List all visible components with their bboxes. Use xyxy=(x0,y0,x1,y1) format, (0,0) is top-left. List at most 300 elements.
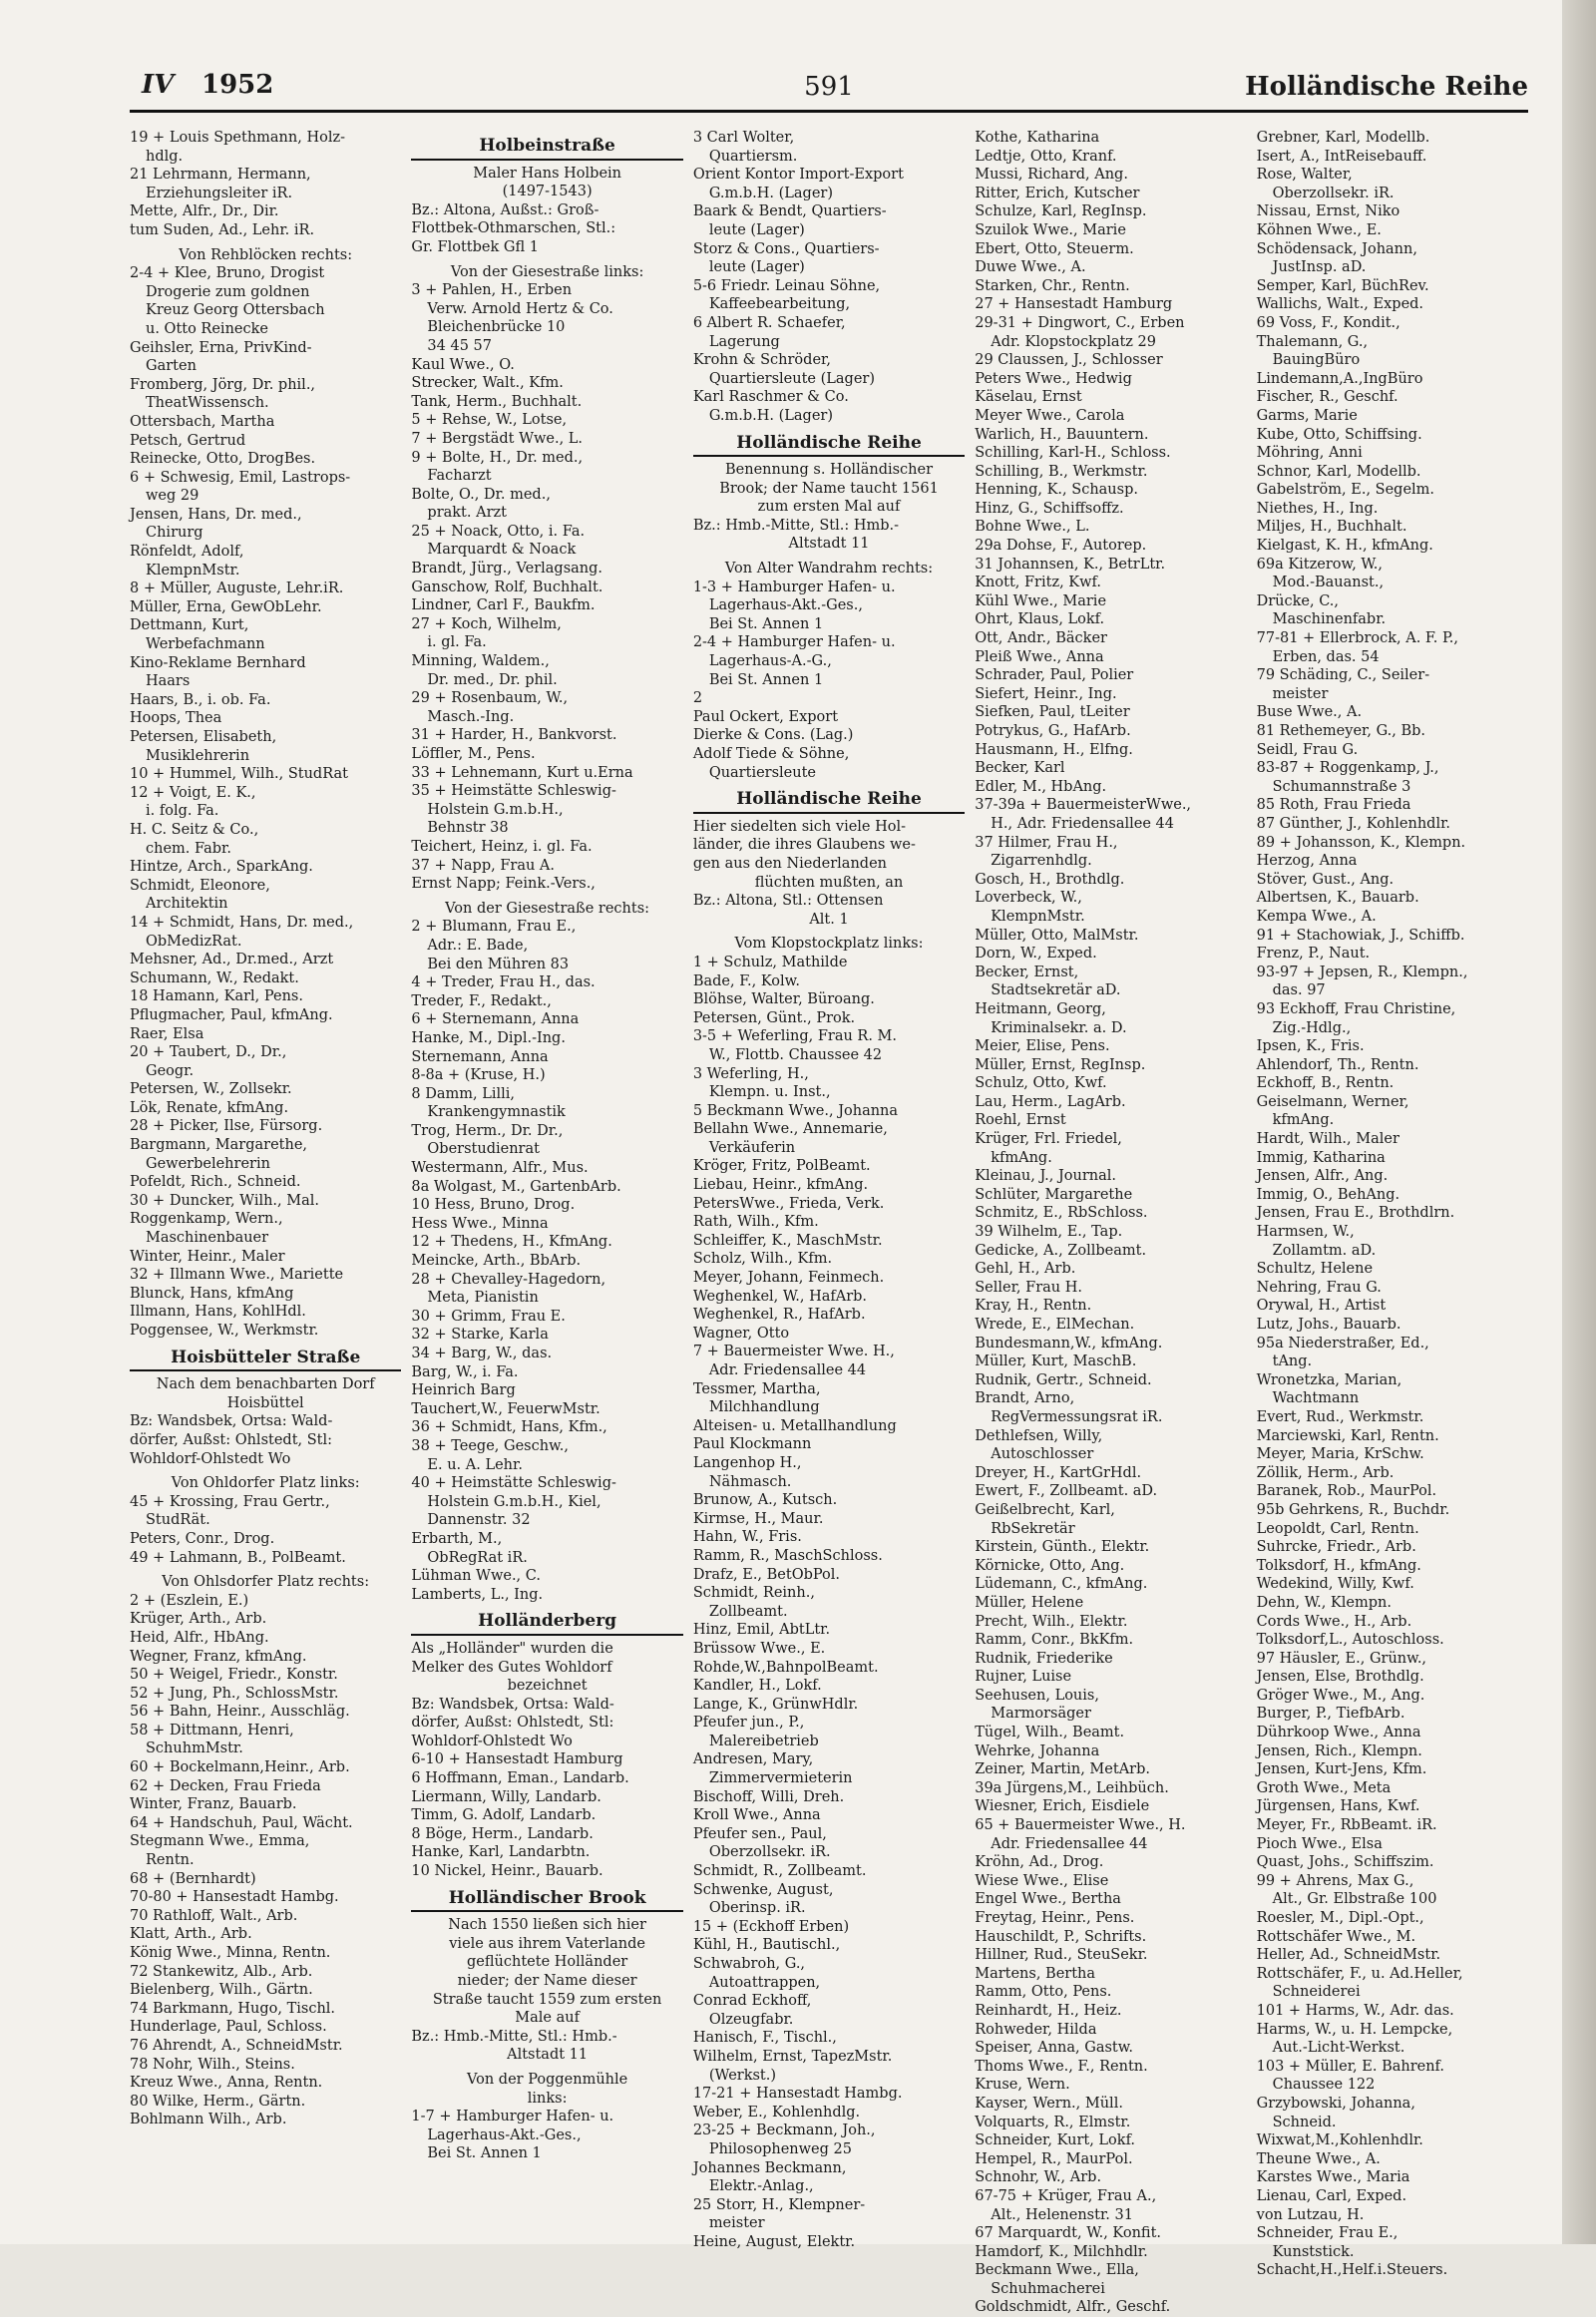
directory-line: Timm, G. Adolf, Landarb. xyxy=(411,1807,597,1824)
directory-line: Müller, Helene xyxy=(975,1594,1084,1611)
directory-line: Ganschow, Rolf, Buchhalt. xyxy=(411,579,603,595)
directory-line: Schneider, Kurt, Lokf. xyxy=(975,2132,1136,2149)
directory-line: 2 xyxy=(692,690,703,707)
directory-line: Von Rehblöcken rechts: xyxy=(179,246,353,263)
directory-line: 19 + Louis Spethmann, Holz- xyxy=(130,130,346,146)
directory-line: 87 Günther, J., Kohlenhdlr. xyxy=(1256,815,1451,832)
directory-line: Miljes, H., Buchhalt. xyxy=(1256,519,1407,536)
directory-line: hdlg. xyxy=(146,148,184,165)
directory-line: Straße taucht 1559 zum ersten xyxy=(432,1991,662,2008)
directory-line: Ramm, Otto, Pens. xyxy=(975,1984,1112,2001)
directory-line: Rose, Walter, xyxy=(1256,167,1353,184)
directory-line: Adolf Tiede & Söhne, xyxy=(692,746,850,762)
directory-line: RbSekretär xyxy=(991,1520,1075,1537)
directory-line: Kruse, Wern. xyxy=(975,2077,1070,2094)
directory-line: Hausmann, H., Elfng. xyxy=(975,741,1133,758)
directory-line: Autoattrappen, xyxy=(708,1974,821,1991)
directory-line: Nach dem benachbarten Dorf xyxy=(156,1376,375,1393)
directory-line: 1 + Schulz, Mathilde xyxy=(692,954,848,970)
directory-line: Brandt, Jürg., Verlagsang. xyxy=(411,561,603,578)
directory-line: Alt., Gr. Elbstraße 100 xyxy=(1272,1891,1437,1908)
directory-line: Adr.: E. Bade, xyxy=(427,937,529,954)
directory-line: Kühl Wwe., Marie xyxy=(975,592,1107,609)
directory-line: Kirstein, Günth., Elektr. xyxy=(975,1539,1150,1556)
directory-line: Müller, Kurt, MaschB. xyxy=(975,1353,1137,1370)
directory-line: 29a Dohse, F., Autorep. xyxy=(975,538,1147,555)
directory-line: 8 + Müller, Auguste, Lehr.iR. xyxy=(130,580,344,597)
directory-line: u. Otto Reinecke xyxy=(146,320,268,337)
directory-line: 5-6 Friedr. Leinau Söhne, xyxy=(692,277,881,294)
directory-line: Weghenkel, W., HafArb. xyxy=(692,1288,868,1305)
directory-line: Sternemann, Anna xyxy=(411,1048,549,1065)
directory-line: Kube, Otto, Schiffsing. xyxy=(1256,426,1422,443)
directory-line: 32 + Starke, Karla xyxy=(411,1327,549,1344)
directory-line: tAng. xyxy=(1272,1353,1313,1370)
directory-line: Oberinsp. iR. xyxy=(708,1900,806,1917)
directory-line: Roggenkamp, Wern., xyxy=(130,1211,283,1228)
directory-line: Hinz, Emil, AbtLtr. xyxy=(692,1622,831,1639)
directory-line: Mussi, Richard, Ang. xyxy=(975,167,1128,184)
directory-line: Werbefachmann xyxy=(146,636,265,653)
directory-line: KlempnMstr. xyxy=(146,562,240,579)
directory-line: Kröger, Fritz, PolBeamt. xyxy=(692,1158,871,1175)
directory-line: Chirurg xyxy=(146,525,203,542)
directory-line: Ipsen, K., Fris. xyxy=(1256,1038,1365,1055)
directory-line: Rudnik, Friederike xyxy=(975,1650,1113,1667)
directory-line: 37 + Napp, Frau A. xyxy=(411,857,556,874)
directory-line: Harms, W., u. H. Lempcke, xyxy=(1256,2021,1453,2038)
directory-line: Bundesmann,W., kfmAng. xyxy=(975,1335,1163,1352)
directory-line: 93 Eckhoff, Frau Christine, xyxy=(1256,1000,1456,1017)
directory-line: Orywal, H., Artist xyxy=(1256,1298,1387,1315)
directory-line: Ramm, Conr., BkKfm. xyxy=(975,1632,1134,1649)
directory-line: Paul Ockert, Export xyxy=(692,708,839,725)
directory-line: JustInsp. aD. xyxy=(1272,259,1367,276)
directory-line: 3 Carl Wolter, xyxy=(692,130,795,146)
directory-line: ObMedizRat. xyxy=(146,933,242,950)
directory-line: Lutz, Johs., Bauarb. xyxy=(1256,1317,1401,1333)
directory-line: Schilling, B., Werkmstr. xyxy=(975,463,1148,480)
directory-line: G.m.b.H. (Lager) xyxy=(708,407,833,424)
directory-line: 70-80 + Hansestadt Hambg. xyxy=(130,1889,339,1906)
directory-line: weg 29 xyxy=(146,488,200,505)
directory-line: Duwe Wwe., A. xyxy=(975,259,1086,276)
directory-line: leute (Lager) xyxy=(708,221,805,238)
directory-line: 30 + Duncker, Wilh., Mal. xyxy=(130,1192,319,1209)
directory-line: Von der Poggenmühle xyxy=(466,2071,628,2088)
directory-line: Zöllik, Herm., Arb. xyxy=(1256,1464,1395,1481)
directory-line: Brunow, A., Kutsch. xyxy=(692,1492,838,1509)
directory-line: 18 Hamann, Karl, Pens. xyxy=(130,988,303,1005)
directory-line: Reinecke, Otto, DrogBes. xyxy=(130,451,316,468)
column-3 xyxy=(692,129,965,2250)
directory-line: Wilhelm, Ernst, TapezMstr. xyxy=(692,2048,893,2065)
directory-line: Bischoff, Willi, Dreh. xyxy=(692,1788,845,1805)
column-1 xyxy=(130,129,401,2203)
directory-line: Illmann, Hans, KohlHdl. xyxy=(130,1304,306,1321)
street-heading: Holbeinstraße xyxy=(411,137,682,161)
directory-line: 97 Häusler, E., Grünw., xyxy=(1256,1650,1427,1667)
directory-line: Milchhandlung xyxy=(708,1399,820,1416)
directory-line: 6-10 + Hansestadt Hamburg xyxy=(411,1751,623,1768)
directory-line: Freytag, Heinr., Pens. xyxy=(975,1910,1135,1926)
directory-line: Schmidt, Eleonore, xyxy=(130,877,270,894)
directory-line: Dethlefsen, Willy, xyxy=(975,1427,1103,1444)
directory-line: Hinz, G., Schiffsoffz. xyxy=(975,500,1124,517)
directory-line: Siefken, Paul, tLeiter xyxy=(975,704,1130,721)
directory-line: Schultz, Helene xyxy=(1256,1261,1374,1278)
directory-line: 29 Claussen, J., Schlosser xyxy=(975,352,1163,369)
directory-line: 8 Damm, Lilli, xyxy=(411,1085,516,1102)
directory-line: 31 + Harder, H., Bankvorst. xyxy=(411,727,617,744)
directory-line: 2 + (Eszlein, E.) xyxy=(130,1592,249,1609)
directory-line: Lüdemann, C., kfmAng. xyxy=(975,1576,1148,1593)
directory-line: Kriminalsekr. a. D. xyxy=(991,1019,1127,1036)
directory-line: Von Alter Wandrahm rechts: xyxy=(724,561,934,578)
directory-line: das. 97 xyxy=(1272,982,1326,999)
directory-line: 1-7 + Hamburger Hafen- u. xyxy=(411,2109,614,2125)
directory-line: Potrykus, G., HafArb. xyxy=(975,723,1131,739)
directory-line: Immig, O., BehAng. xyxy=(1256,1186,1400,1203)
directory-line: Dührkoop Wwe., Anna xyxy=(1256,1725,1421,1741)
directory-line: Thoms Wwe., F., Rentn. xyxy=(975,2058,1148,2075)
directory-line: Rottschäfer, F., u. Ad.Heller, xyxy=(1256,1965,1463,1982)
directory-line: länder, die ihres Glaubens we- xyxy=(692,837,916,854)
directory-line: 99 + Ahrens, Max G., xyxy=(1256,1872,1414,1889)
directory-line: Buse Wwe., A. xyxy=(1256,704,1363,721)
directory-line: Von der Giesestraße rechts: xyxy=(445,900,650,917)
directory-line: TheatWissensch. xyxy=(146,395,269,412)
directory-line: 28 + Chevalley-Hagedorn, xyxy=(411,1271,606,1288)
directory-line: StudRät. xyxy=(146,1512,210,1529)
directory-line: Dierke & Cons. (Lag.) xyxy=(692,727,854,744)
directory-line: Stöver, Gust., Ang. xyxy=(1256,871,1395,888)
directory-line: Müller, Ernst, RegInsp. xyxy=(975,1056,1146,1073)
directory-line: Schumann, W., Redakt. xyxy=(130,969,299,986)
directory-line: Pofeldt, Rich., Schneid. xyxy=(130,1174,301,1191)
directory-line: Von Ohldorfer Platz links: xyxy=(171,1475,360,1492)
directory-line: Geiselmann, Werner, xyxy=(1256,1093,1409,1110)
directory-line: Olzeugfabr. xyxy=(708,2011,794,2028)
directory-line: gen aus den Niederlanden xyxy=(692,855,887,872)
directory-line: Langenhop H., xyxy=(692,1454,802,1471)
directory-line: Peters Wwe., Hedwig xyxy=(975,370,1132,387)
directory-line: Lök, Renate, kfmAng. xyxy=(130,1099,289,1116)
directory-line: Kleinau, J., Journal. xyxy=(975,1168,1117,1185)
directory-line: Gr. Flottbek Gfl 1 xyxy=(411,238,539,255)
street-heading: Holländische Reihe xyxy=(693,434,965,458)
directory-line: 32 + Illmann Wwe., Mariette xyxy=(130,1267,344,1284)
directory-line: Ritter, Erich, Kutscher xyxy=(975,185,1140,201)
directory-line: Nehring, Frau G. xyxy=(1256,1279,1382,1296)
directory-line: Maler Hans Holbein xyxy=(473,165,621,182)
directory-line: Seidl, Frau G. xyxy=(1256,741,1359,758)
directory-line: Meta, Pianistin xyxy=(427,1290,539,1307)
directory-line: 3 + Pahlen, H., Erben xyxy=(411,282,573,299)
directory-line: 37-39a + BauermeisterWwe., xyxy=(975,797,1192,814)
directory-line: Hanke, Karl, Landarbtn. xyxy=(411,1844,591,1861)
directory-line: 7 + Bergstädt Wwe., L. xyxy=(411,430,584,447)
directory-line: Ahlendorf, Th., Rentn. xyxy=(1256,1056,1419,1073)
directory-line: Fromberg, Jörg, Dr. phil., xyxy=(130,376,316,393)
directory-line: 72 Stankewitz, Alb., Arb. xyxy=(130,1963,313,1980)
directory-line: 77-81 + Ellerbrock, A. F. P., xyxy=(1256,630,1458,647)
directory-line: Kaffeebearbeitung, xyxy=(708,296,851,313)
directory-line: Kempa Wwe., A. xyxy=(1256,908,1377,925)
directory-line: Wallichs, Walt., Exped. xyxy=(1256,296,1424,313)
directory-line: 7 + Bauermeister Wwe. H., xyxy=(692,1344,895,1360)
directory-line: 17-21 + Hansestadt Hambg. xyxy=(692,2086,903,2103)
directory-line: Immig, Katharina xyxy=(1256,1149,1386,1166)
directory-line: Bleichenbrücke 10 xyxy=(427,319,566,336)
directory-line: Behnstr 38 xyxy=(427,820,509,837)
directory-line: Lindemann,A.,IngBüro xyxy=(1256,370,1423,387)
directory-line: 37 Hilmer, Frau H., xyxy=(975,834,1118,851)
directory-line: Lagerhaus-Akt.-Ges., xyxy=(708,597,863,614)
directory-line: Heine, August, Elektr. xyxy=(692,2233,856,2250)
directory-line: Wagner, Otto xyxy=(692,1325,790,1342)
directory-line: 70 Rathloff, Walt., Arb. xyxy=(130,1907,298,1924)
directory-line: 6 Albert R. Schaefer, xyxy=(692,314,846,331)
directory-line: Heinrich Barg xyxy=(411,1382,516,1399)
directory-line: Bohlmann Wilh., Arb. xyxy=(130,2112,287,2128)
directory-line: 89 + Johansson, K., Klempn. xyxy=(1256,834,1466,851)
directory-line: Seehusen, Louis, xyxy=(975,1687,1099,1704)
directory-line: Hoops, Thea xyxy=(130,710,222,727)
directory-line: 93-97 + Jepsen, R., Klempn., xyxy=(1256,964,1468,980)
directory-line: 25 Storr, H., Klempner- xyxy=(692,2196,866,2213)
directory-line: 1-3 + Hamburger Hafen- u. xyxy=(692,579,896,595)
directory-line: Adr. Friedensallee 44 xyxy=(708,1362,867,1378)
directory-line: Bei St. Annen 1 xyxy=(708,615,824,632)
directory-line: Schnohr, W., Arb. xyxy=(975,2169,1102,2186)
directory-line: Cords Wwe., H., Arb. xyxy=(1256,1613,1412,1630)
directory-line: Bei St. Annen 1 xyxy=(427,2145,542,2162)
directory-line: Meyer, Fr., RbBeamt. iR. xyxy=(1256,1817,1437,1834)
directory-line: Hanisch, F., Tischl., xyxy=(692,2030,837,2047)
directory-line: Zeiner, Martin, MetArb. xyxy=(975,1761,1150,1778)
directory-line: nieder; der Name dieser xyxy=(457,1973,637,1989)
directory-line: Tolksdorf,L., Autoschloss. xyxy=(1256,1632,1444,1649)
directory-line: 69 Voss, F., Kondit., xyxy=(1256,314,1400,331)
directory-line: Lindner, Carl F., Baukfm. xyxy=(411,597,596,614)
directory-line: dörfer, Außst: Ohlstedt, Stl: xyxy=(130,1431,333,1448)
directory-line: Mehsner, Ad., Dr.med., Arzt xyxy=(130,952,334,968)
directory-line: Quartiersm. xyxy=(708,148,798,165)
directory-line: 25 + Noack, Otto, i. Fa. xyxy=(411,523,586,540)
directory-line: Thalemann, G., xyxy=(1256,333,1369,350)
directory-line: Wrede, E., ElMechan. xyxy=(975,1317,1135,1333)
directory-line: Kaul Wwe., O. xyxy=(411,356,515,373)
directory-line: i. gl. Fa. xyxy=(427,634,487,651)
directory-line: Bei St. Annen 1 xyxy=(708,671,824,688)
directory-line: Gedicke, A., Zollbeamt. xyxy=(975,1242,1147,1259)
directory-line: W., Flottb. Chaussee 42 xyxy=(708,1046,883,1063)
directory-line: Kühl, H., Bautischl., xyxy=(692,1937,841,1954)
directory-line: 69a Kitzerow, W., xyxy=(1256,556,1384,573)
directory-line: kfmAng. xyxy=(1272,1112,1335,1129)
directory-line: Schleiffer, K., MaschMstr. xyxy=(692,1232,883,1249)
directory-line: 58 + Dittmann, Henri, xyxy=(130,1722,294,1738)
directory-line: Johannes Beckmann, xyxy=(692,2159,847,2176)
directory-line: Liermann, Willy, Landarb. xyxy=(411,1788,601,1805)
directory-line: Gewerbelehrerin xyxy=(146,1155,270,1172)
directory-line: Isert, A., IntReisebauff. xyxy=(1256,148,1427,165)
directory-line: Karstes Wwe., Maria xyxy=(1256,2169,1410,2186)
directory-line: Bz: Wandsbek, Ortsa: Wald- xyxy=(411,1696,614,1713)
directory-line: Burger, P., TiefbArb. xyxy=(1256,1706,1405,1723)
directory-line: SchuhmMstr. xyxy=(146,1740,243,1757)
directory-line: Flottbek-Othmarschen, Stl.: xyxy=(411,220,616,237)
directory-line: Meier, Elise, Pens. xyxy=(975,1038,1110,1055)
directory-line: 6 + Schwesig, Emil, Lastrops- xyxy=(130,469,351,486)
directory-line: Schilling, Karl-H., Schloss. xyxy=(975,445,1171,462)
directory-line: Quartiersleute (Lager) xyxy=(708,370,875,387)
directory-line: Zollamtm. aD. xyxy=(1272,1242,1377,1259)
directory-line: Kielgast, K. H., kfmAng. xyxy=(1256,538,1433,555)
directory-line: Hempel, R., MaurPol. xyxy=(975,2150,1133,2167)
directory-line: Rath, Wilh., Kfm. xyxy=(692,1214,819,1231)
directory-line: Kray, H., Rentn. xyxy=(975,1298,1092,1315)
directory-line: Becker, Ernst, xyxy=(975,964,1079,980)
directory-line: 38 + Teege, Geschw., xyxy=(411,1437,569,1454)
directory-line: Ott, Andr., Bäcker xyxy=(975,630,1107,647)
directory-line: 34 + Barg, W., das. xyxy=(411,1346,553,1361)
directory-line: Bei den Mühren 83 xyxy=(427,956,570,972)
directory-line: Gabelström, E., Segelm. xyxy=(1256,482,1435,499)
directory-line: 10 Hess, Bruno, Drog. xyxy=(411,1197,576,1214)
directory-line: Ebert, Otto, Steuerm. xyxy=(975,240,1134,257)
directory-line: Maschinenfabr. xyxy=(1272,611,1387,628)
directory-line: Müller, Otto, MalMstr. xyxy=(975,927,1139,944)
directory-line: Siefert, Heinr., Ing. xyxy=(975,685,1117,702)
directory-line: Suhrcke, Friedr., Arb. xyxy=(1256,1539,1416,1556)
directory-line: Poggensee, W., Werkmstr. xyxy=(130,1323,319,1339)
directory-line: Möhring, Anni xyxy=(1256,445,1363,462)
directory-line: Brook; der Name taucht 1561 xyxy=(719,480,939,497)
directory-line: Bz.: Altona, Stl.: Ottensen xyxy=(692,893,884,910)
directory-line: 68 + (Bernhardt) xyxy=(130,1870,256,1887)
directory-line: Reinhardt, H., Heiz. xyxy=(975,2002,1122,2019)
directory-line: Schulze, Karl, RegInsp. xyxy=(975,203,1147,220)
directory-line: Aut.-Licht-Werkst. xyxy=(1272,2040,1405,2057)
directory-line: Musiklehrerin xyxy=(146,747,250,764)
directory-line: Klempn. u. Inst., xyxy=(708,1084,831,1101)
directory-line: König Wwe., Minna, Rentn. xyxy=(130,1945,331,1961)
directory-line: Lühman Wwe., C. xyxy=(411,1568,541,1585)
directory-line: Schmidt, R., Zollbeamt. xyxy=(692,1863,867,1880)
directory-line: Groth Wwe., Meta xyxy=(1256,1779,1392,1796)
directory-line: Jensen, Frau E., Brothdlrn. xyxy=(1256,1205,1455,1222)
directory-line: Goldschmidt, Alfr., Geschf. xyxy=(975,2299,1171,2316)
directory-line: Zimmervermieterin xyxy=(708,1770,853,1787)
directory-line: 101 + Harms, W., Adr. das. xyxy=(1256,2002,1454,2019)
street-heading: Holländerberg xyxy=(411,1612,682,1636)
directory-line: geflüchtete Holländer xyxy=(467,1954,628,1971)
directory-line: 67 Marquardt, W., Konfit. xyxy=(975,2225,1162,2242)
directory-line: Kreuz Wwe., Anna, Rentn. xyxy=(130,2075,323,2092)
directory-line: Schneiderei xyxy=(1272,1984,1361,2001)
directory-line: Trog, Herm., Dr. Dr., xyxy=(411,1122,564,1139)
directory-line: Alteisen- u. Metallhandlung xyxy=(692,1417,897,1434)
directory-line: 5 + Rehse, W., Lotse, xyxy=(411,412,568,429)
page-header xyxy=(130,70,1528,113)
directory-line: Rujner, Luise xyxy=(975,1669,1072,1686)
directory-line: Gröger Wwe., M., Ang. xyxy=(1256,1687,1425,1704)
directory-line: Semper, Karl, BüchRev. xyxy=(1256,277,1429,294)
directory-line: Als „Holländer" wurden die xyxy=(411,1640,613,1657)
directory-line: Erbarth, M., xyxy=(411,1530,503,1547)
directory-line: 27 + Koch, Wilhelm, xyxy=(411,615,562,632)
directory-line: Haars, B., i. ob. Fa. xyxy=(130,691,271,708)
directory-line: Rönfeldt, Adolf, xyxy=(130,544,244,561)
directory-line: Brüssow Wwe., E. xyxy=(692,1640,826,1657)
directory-line: Oberzollsekr. iR. xyxy=(708,1844,831,1861)
directory-line: Garten xyxy=(146,358,197,375)
directory-line: Theune Wwe., A. xyxy=(1256,2150,1381,2167)
directory-line: Kroll Wwe., Anna xyxy=(692,1807,821,1824)
directory-line: dörfer, Außst: Ohlstedt, Stl: xyxy=(411,1715,614,1732)
directory-line: Rottschäfer Wwe., M. xyxy=(1256,1928,1416,1945)
directory-line: Roesler, M., Dipl.-Opt., xyxy=(1256,1910,1424,1926)
directory-line: Hamdorf, K., Milchhdlr. xyxy=(975,2243,1148,2260)
directory-line: Käselau, Ernst xyxy=(975,389,1082,406)
directory-line: Scholz, Wilh., Kfm. xyxy=(692,1251,833,1268)
directory-line: Mette, Alfr., Dr., Dir. xyxy=(130,203,279,220)
directory-line: 12 + Thedens, H., KfmAng. xyxy=(411,1234,612,1251)
directory-line: 15 + (Eckhoff Erben) xyxy=(692,1918,850,1935)
directory-line: 2-4 + Klee, Bruno, Drogist xyxy=(130,265,325,282)
directory-line: Treder, F., Redakt., xyxy=(411,992,552,1009)
directory-line: Krüger, Frl. Friedel, xyxy=(975,1131,1122,1148)
directory-line: kfmAng. xyxy=(991,1149,1052,1166)
directory-line: Nähmasch. xyxy=(708,1473,792,1490)
directory-line: Frenz, P., Naut. xyxy=(1256,946,1371,963)
directory-line: Bz.: Hmb.-Mitte, Stl.: Hmb.- xyxy=(411,2028,617,2045)
directory-line: Schuhmacherei xyxy=(991,2280,1105,2297)
directory-line: Alt., Helenenstr. 31 xyxy=(991,2206,1133,2223)
directory-line: Ramm, R., MaschSchloss. xyxy=(692,1547,883,1564)
directory-line: Alt. 1 xyxy=(809,911,849,928)
directory-line: Wronetzka, Marian, xyxy=(1256,1371,1402,1388)
directory-line: Zigarrenhdlg. xyxy=(991,853,1092,870)
directory-line: viele aus ihrem Vaterlande xyxy=(449,1935,645,1952)
directory-line: Gehl, H., Arb. xyxy=(975,1261,1076,1278)
directory-line: 62 + Decken, Frau Frieda xyxy=(130,1777,321,1794)
directory-line: Hahn, W., Fris. xyxy=(692,1529,802,1546)
directory-line: Adr. Klopstockplatz 29 xyxy=(991,333,1157,350)
directory-line: 33 + Lehnemann, Kurt u.Erna xyxy=(411,764,633,781)
directory-line: Wixwat,M.,Kohlenhdlr. xyxy=(1256,2132,1423,2149)
directory-line: Zig.-Hdlg., xyxy=(1272,1019,1352,1036)
directory-line: Lagerhaus-A.-G., xyxy=(708,653,832,670)
directory-line: (Werkst.) xyxy=(708,2067,777,2084)
directory-line: Raer, Elsa xyxy=(130,1025,204,1042)
column-4 xyxy=(975,129,1246,2316)
directory-line: Beckmann Wwe., Ella, xyxy=(975,2262,1139,2279)
directory-line: Szuilok Wwe., Marie xyxy=(975,221,1126,238)
directory-line: (1497-1543) xyxy=(502,184,593,200)
directory-line: Ohrt, Klaus, Lokf. xyxy=(975,611,1105,628)
column-5 xyxy=(1256,129,1528,2279)
directory-line: Maschinenbauer xyxy=(146,1230,269,1247)
directory-line: Harmsen, W., xyxy=(1256,1224,1355,1241)
directory-line: Hess Wwe., Minna xyxy=(411,1215,549,1232)
directory-line: flüchten mußten, an xyxy=(754,874,904,891)
directory-line: Kothe, Katharina xyxy=(975,130,1100,146)
directory-line: Grebner, Karl, Modellb. xyxy=(1256,130,1430,146)
directory-line: Edler, M., HbAng. xyxy=(975,778,1107,795)
